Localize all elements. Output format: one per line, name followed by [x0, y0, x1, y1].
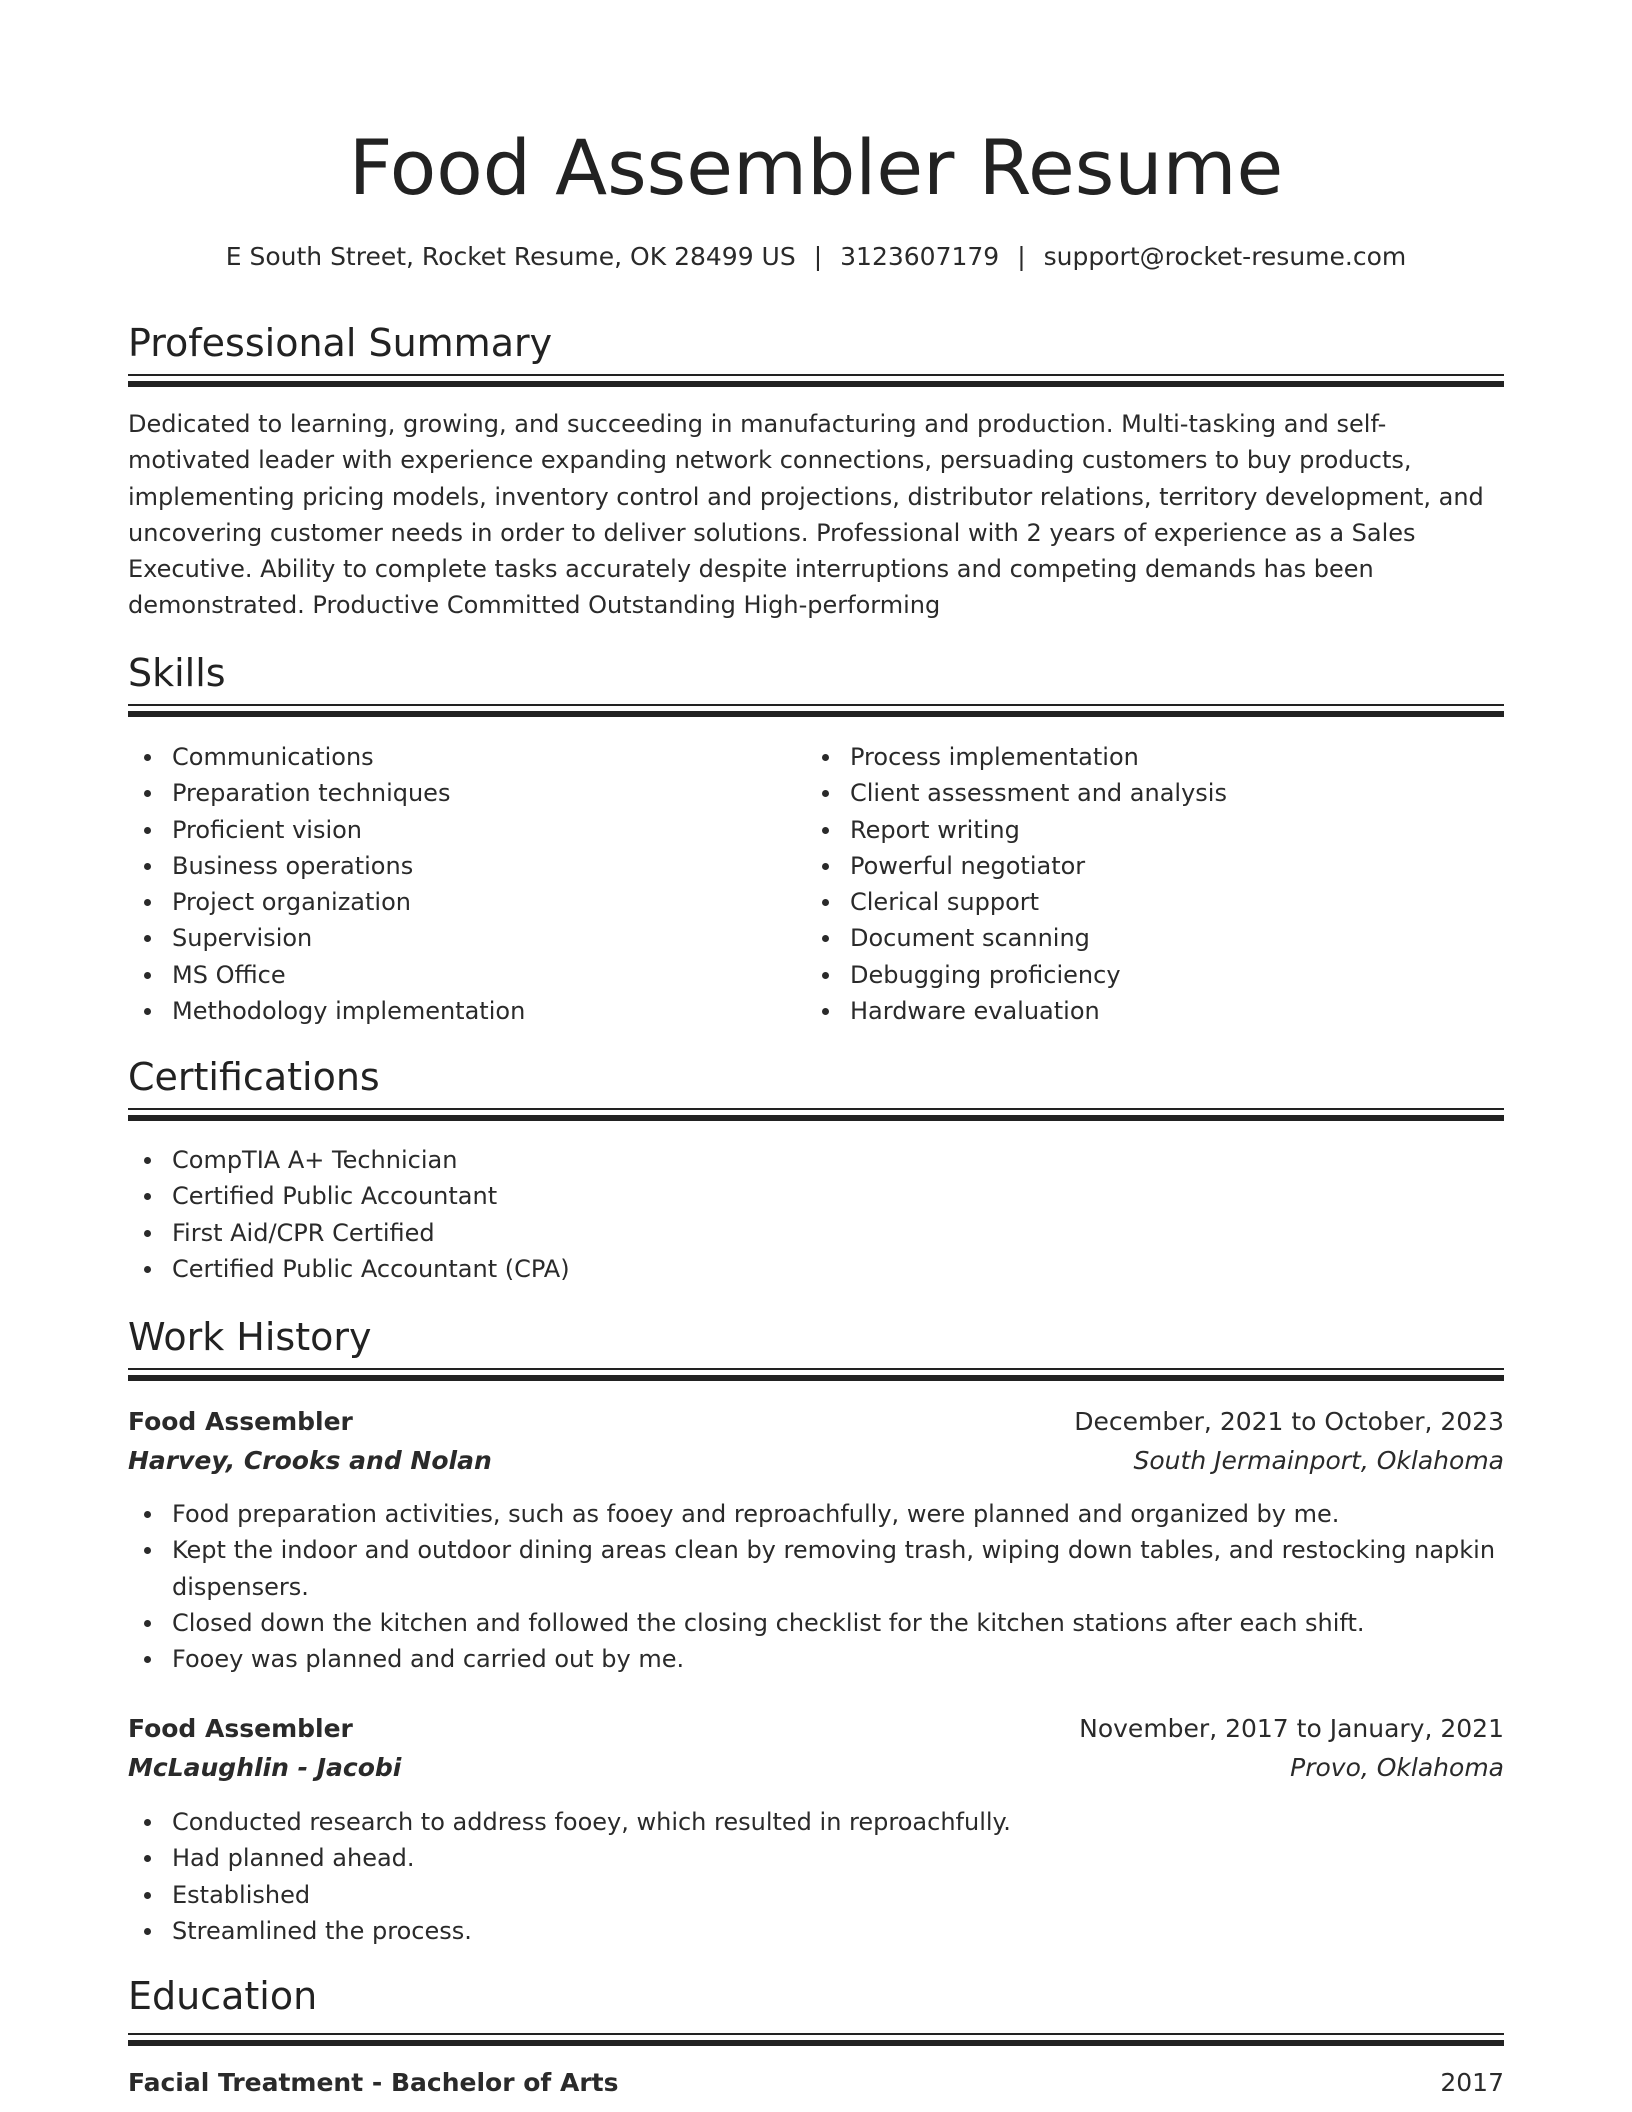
- section-divider: [128, 374, 1504, 376]
- section-divider: [128, 1108, 1504, 1110]
- summary-section-header: [128, 318, 1504, 368]
- contact-separator: |: [813, 242, 823, 271]
- skill-item: Communications: [128, 739, 788, 775]
- education-section-header: [128, 1971, 1504, 2021]
- contact-separator: |: [1017, 242, 1026, 271]
- skill-item: Debugging proficiency: [806, 957, 1504, 993]
- job-location: Provo, Oklahoma: [1290, 1753, 1504, 1782]
- contact-line: [128, 238, 1504, 276]
- contact-email: support@rocket-resume.com: [1043, 242, 1407, 271]
- education-degree: Facial Treatment - Bachelor of Arts: [128, 2068, 619, 2097]
- skill-item: Proficient vision: [128, 812, 788, 848]
- skill-item: Report writing: [806, 812, 1504, 848]
- job-bullet: Streamlined the process.: [128, 1913, 1504, 1949]
- section-divider: [128, 1115, 1504, 1121]
- skill-item: Supervision: [128, 920, 788, 956]
- section-title-work-history: Work History: [128, 1315, 372, 1359]
- section-divider: [128, 1375, 1504, 1381]
- section-divider: [128, 381, 1504, 387]
- job-dates: December, 2021 to October, 2023: [1074, 1407, 1504, 1436]
- contact-address: E South Street, Rocket Resume, OK 28499 US: [225, 242, 796, 271]
- section-title-education: Education: [128, 1974, 318, 2018]
- job-location: South Jermainport, Oklahoma: [1133, 1446, 1504, 1475]
- job-bullets: [128, 1496, 1504, 1677]
- job-dates: November, 2017 to January, 2021: [1079, 1714, 1504, 1743]
- job-bullet: Kept the indoor and outdoor dining areas clean by removing trash, wiping down tables, and restocking napkin dispensers.: [128, 1532, 1504, 1605]
- contact-phone: 3123607179: [840, 242, 1000, 271]
- job-bullet: Food preparation activities, such as fooey and reproachfully, were planned and organized by me.: [128, 1496, 1504, 1532]
- skills-list-right: [806, 739, 1504, 1029]
- job-company: McLaughlin - Jacobi: [128, 1753, 402, 1782]
- job-subheader: [128, 1442, 1504, 1480]
- certification-item: CompTIA A+ Technician: [128, 1142, 1504, 1178]
- skill-item: Document scanning: [806, 920, 1504, 956]
- skill-item: Clerical support: [806, 884, 1504, 920]
- job-title: Food Assembler: [128, 1714, 353, 1743]
- education-year: 2017: [1440, 2068, 1504, 2097]
- work-history-section-header: [128, 1312, 1504, 1362]
- skill-item: MS Office: [128, 957, 788, 993]
- section-divider: [128, 2040, 1504, 2046]
- certification-item: Certified Public Accountant (CPA): [128, 1251, 1504, 1287]
- skill-item: Project organization: [128, 884, 788, 920]
- job-subheader: [128, 1749, 1504, 1787]
- job-bullets: [128, 1804, 1504, 1949]
- job-title: Food Assembler: [128, 1407, 353, 1436]
- section-divider: [128, 704, 1504, 706]
- certification-item: First Aid/CPR Certified: [128, 1215, 1504, 1251]
- skill-item: Preparation techniques: [128, 775, 788, 811]
- job-bullet: Had planned ahead.: [128, 1840, 1504, 1876]
- certifications-section-header: [128, 1052, 1504, 1102]
- resume-name: Food Assembler Resume: [348, 123, 1284, 212]
- skill-item: Business operations: [128, 848, 788, 884]
- certifications-list: [128, 1142, 1504, 1287]
- section-divider: [128, 2033, 1504, 2035]
- job-header: [128, 1403, 1504, 1441]
- skill-item: Powerful negotiator: [806, 848, 1504, 884]
- section-divider: [128, 711, 1504, 717]
- skill-item: Hardware evaluation: [806, 993, 1504, 1029]
- skills-section-header: [128, 648, 1504, 698]
- summary-text: Dedicated to learning, growing, and succeeding in manufacturing and production. Multi-tasking and self-motivated leader with experience expanding network connections, persuading customers to buy products, implementing pricing models, inventory control and projections, distributor relations, territory development, and uncovering customer needs in order to deliver solutions. Professional with 2 years of experience as a Sales Executive. Ability to complete tasks accurately despite interruptions and competing demands has been demonstrated. Productive Committed Outstanding High-performing: [128, 410, 1484, 620]
- section-title-summary: Professional Summary: [128, 321, 553, 365]
- skills-list-left: [128, 739, 788, 1029]
- certification-item: Certified Public Accountant: [128, 1178, 1504, 1214]
- job-bullet: Fooey was planned and carried out by me.: [128, 1641, 1504, 1677]
- section-title-skills: Skills: [128, 651, 226, 695]
- job-bullet: Established: [128, 1877, 1504, 1913]
- job-bullet: Closed down the kitchen and followed the closing checklist for the kitchen stations after each shift.: [128, 1605, 1504, 1641]
- section-title-certifications: Certifications: [128, 1055, 380, 1099]
- job-company: Harvey, Crooks and Nolan: [128, 1446, 492, 1475]
- education-entry: [128, 2064, 1504, 2102]
- skill-item: Process implementation: [806, 739, 1504, 775]
- skill-item: Methodology implementation: [128, 993, 788, 1029]
- job-header: [128, 1710, 1504, 1748]
- skill-item: Client assessment and analysis: [806, 775, 1504, 811]
- job-bullet: Conducted research to address fooey, which resulted in reproachfully.: [128, 1804, 1504, 1840]
- section-divider: [128, 1368, 1504, 1370]
